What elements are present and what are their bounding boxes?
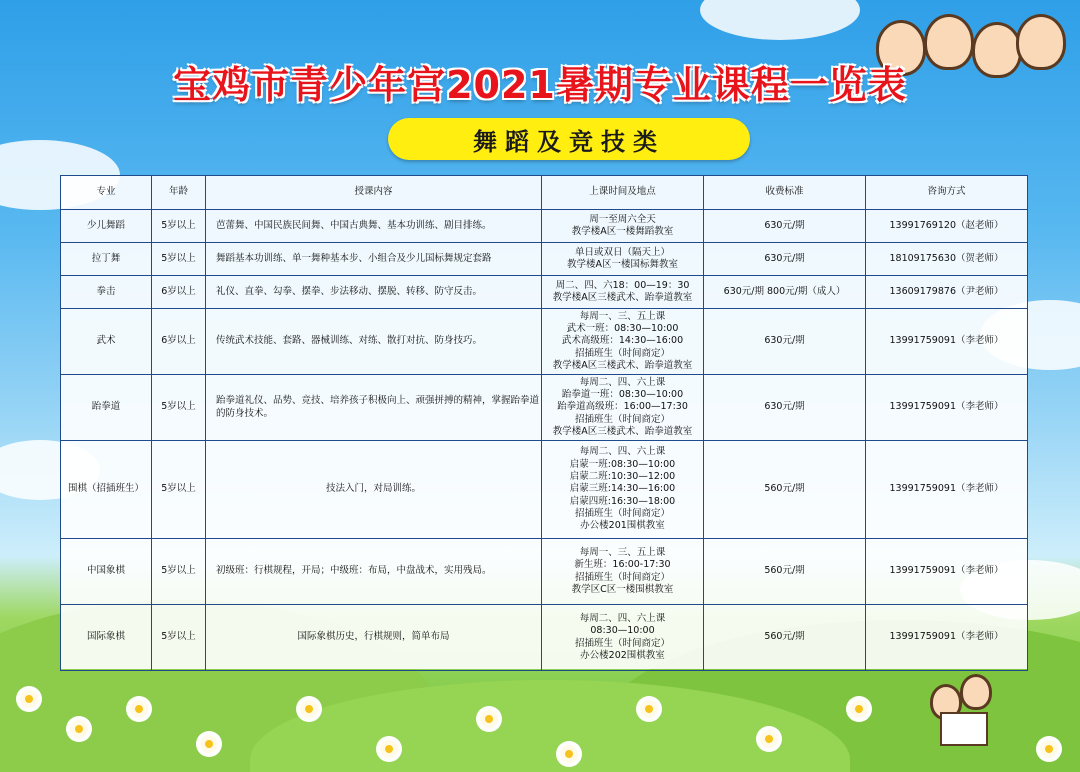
schedule-line: 启蒙二班:10:30—12:00 xyxy=(569,470,676,482)
course-table-container xyxy=(60,175,1027,669)
cell-content: 国际象棋历史，行棋规则，简单布局 xyxy=(206,605,542,671)
schedule-line: 教学区C区一楼围棋教室 xyxy=(571,583,674,595)
cell-content: 跆拳道礼仪、品势、竞技、培养孩子积极向上、顽强拼搏的精神，掌握跆拳道的防身技术。 xyxy=(206,375,542,441)
cell-schedule xyxy=(542,276,704,309)
schedule-line: 教学楼A区三楼武术、跆拳道教室 xyxy=(552,360,693,372)
cell-fee: 560元/期 xyxy=(704,605,866,671)
cell-major: 国际象棋 xyxy=(61,605,152,671)
cell-schedule xyxy=(542,605,704,671)
schedule-line: 教学楼A区三楼武术、跆拳道教室 xyxy=(552,426,693,438)
flower-decoration xyxy=(560,745,578,763)
schedule-line: 武术一班：08:30—10:00 xyxy=(566,322,679,334)
schedule-line: 每周一、三、五上课 xyxy=(579,546,666,558)
flower-decoration xyxy=(200,735,218,753)
cell-content: 礼仪、直拳、勾拳、摆拳、步法移动、摆脱、转移、防守反击。 xyxy=(206,276,542,309)
cell-fee: 630元/期 xyxy=(704,243,866,276)
cell-age: 5岁以上 xyxy=(152,605,206,671)
cell-contact: 13609179876（尹老师） xyxy=(866,276,1028,309)
cell-fee: 630元/期 800元/期（成人） xyxy=(704,276,866,309)
category-banner: 舞蹈及竞技类 xyxy=(388,118,750,160)
cell-major: 武术 xyxy=(61,309,152,375)
cell-contact: 13991759091（李老师） xyxy=(866,539,1028,605)
schedule-line: 启蒙一班:08:30—10:00 xyxy=(569,458,676,470)
schedule-line: 单日或双日（隔天上） xyxy=(574,246,670,258)
cell-major: 拳击 xyxy=(61,276,152,309)
course-table xyxy=(60,175,1028,671)
schedule-line: 新生班：16:00-17:30 xyxy=(574,559,671,571)
cell-contact: 13991759091（李老师） xyxy=(866,605,1028,671)
schedule-line: 每周二、四、六上课 xyxy=(579,612,666,624)
table-row xyxy=(61,309,1028,375)
cell-contact: 13991759091（李老师） xyxy=(866,375,1028,441)
schedule-line: 每周二、四、六上课 xyxy=(579,446,666,458)
schedule-line: 招插班生（时间商定） xyxy=(574,637,670,649)
cell-major: 少儿舞蹈 xyxy=(61,210,152,243)
header-age: 年龄 xyxy=(152,176,206,210)
table-row xyxy=(61,605,1028,671)
header-schedule: 上课时间及地点 xyxy=(542,176,704,210)
table-row xyxy=(61,375,1028,441)
schedule-line: 跆拳道一班：08:30—10:00 xyxy=(561,388,684,400)
cloud-decoration xyxy=(700,0,860,40)
cell-fee: 630元/期 xyxy=(704,210,866,243)
cell-content: 舞蹈基本功训练、单一舞种基本步、小组合及少儿国标舞规定套路 xyxy=(206,243,542,276)
schedule-line: 08:30—10:00 xyxy=(590,625,655,637)
kid-face-icon xyxy=(960,674,992,710)
flower-decoration xyxy=(70,720,88,738)
flower-decoration xyxy=(1040,740,1058,758)
flower-decoration xyxy=(850,700,868,718)
schedule-line: 每周一、三、五上课 xyxy=(579,310,666,322)
schedule-line: 招插班生（时间商定） xyxy=(574,571,670,583)
header-content: 授课内容 xyxy=(206,176,542,210)
schedule-line: 启蒙三班:14:30—16:00 xyxy=(569,483,676,495)
cell-major: 中国象棋 xyxy=(61,539,152,605)
cell-major: 拉丁舞 xyxy=(61,243,152,276)
cell-schedule xyxy=(542,243,704,276)
cell-age: 5岁以上 xyxy=(152,441,206,539)
easel-icon xyxy=(940,712,988,746)
cell-age: 5岁以上 xyxy=(152,210,206,243)
schedule-line: 周一至周六全天 xyxy=(589,213,656,225)
cell-schedule xyxy=(542,210,704,243)
table-row xyxy=(61,276,1028,309)
cell-schedule xyxy=(542,309,704,375)
cell-major: 围棋（招插班生） xyxy=(61,441,152,539)
cell-contact: 13991769120（赵老师） xyxy=(866,210,1028,243)
schedule-line: 教学楼A区一楼国标舞教室 xyxy=(567,259,678,270)
cell-fee: 630元/期 xyxy=(704,309,866,375)
header-major: 专业 xyxy=(61,176,152,210)
schedule-line: 周二、四、六18：00—19：30 xyxy=(555,279,690,291)
page-title: 宝鸡市青少年宫2021暑期专业课程一览表 xyxy=(173,63,907,107)
schedule-line: 招插班生（时间商定） xyxy=(574,508,670,520)
schedule-line: 启蒙四班:16:30—18:00 xyxy=(569,495,676,507)
cell-content: 技法入门，对局训练。 xyxy=(206,441,542,539)
flower-decoration xyxy=(300,700,318,718)
cell-content: 传统武术技能、套路、器械训练、对练、散打对抗、防身技巧。 xyxy=(206,309,542,375)
table-row xyxy=(61,210,1028,243)
cell-schedule xyxy=(542,441,704,539)
cell-major: 跆拳道 xyxy=(61,375,152,441)
schedule-line: 办公楼202围棋教室 xyxy=(580,649,665,661)
cell-contact: 13991759091（李老师） xyxy=(866,441,1028,539)
flower-decoration xyxy=(480,710,498,728)
cell-content: 初级班：行棋规程，开局；中级班：布局，中盘战术，实用残局。 xyxy=(206,539,542,605)
cell-fee: 560元/期 xyxy=(704,539,866,605)
header-contact: 咨询方式 xyxy=(866,176,1028,210)
header-fee: 收费标准 xyxy=(704,176,866,210)
table-row xyxy=(61,539,1028,605)
schedule-line: 每周二、四、六上课 xyxy=(579,376,666,388)
schedule-line: 招插班生（时间商定） xyxy=(574,413,670,425)
schedule-line: 招插班生（时间商定） xyxy=(574,347,670,359)
cell-contact: 18109175630（贺老师） xyxy=(866,243,1028,276)
flower-decoration xyxy=(640,700,658,718)
flower-decoration xyxy=(20,690,38,708)
schedule-line: 教学楼A区一楼舞蹈教室 xyxy=(571,226,674,237)
schedule-line: 办公楼201围棋教室 xyxy=(580,520,665,532)
cell-contact: 13991759091（李老师） xyxy=(866,309,1028,375)
cell-schedule xyxy=(542,539,704,605)
cell-age: 5岁以上 xyxy=(152,375,206,441)
table-row xyxy=(61,441,1028,539)
cell-schedule xyxy=(542,375,704,441)
cell-fee: 630元/期 xyxy=(704,375,866,441)
flower-decoration xyxy=(380,740,398,758)
cell-age: 6岁以上 xyxy=(152,276,206,309)
table-row xyxy=(61,243,1028,276)
schedule-line: 跆拳道高级班：16:00—17:30 xyxy=(557,401,688,413)
table-header-row xyxy=(61,176,1028,210)
cartoon-kids-bottom-illustration xyxy=(930,674,1010,744)
flower-decoration xyxy=(760,730,778,748)
cell-fee: 560元/期 xyxy=(704,441,866,539)
cell-age: 6岁以上 xyxy=(152,309,206,375)
cell-age: 5岁以上 xyxy=(152,539,206,605)
flower-decoration xyxy=(130,700,148,718)
cell-age: 5岁以上 xyxy=(152,243,206,276)
cell-content: 芭蕾舞、中国民族民间舞、中国古典舞、基本功训练、剧目排练。 xyxy=(206,210,542,243)
schedule-line: 武术高级班：14:30—16:00 xyxy=(561,335,684,347)
schedule-line: 教学楼A区三楼武术、跆拳道教室 xyxy=(552,292,693,303)
